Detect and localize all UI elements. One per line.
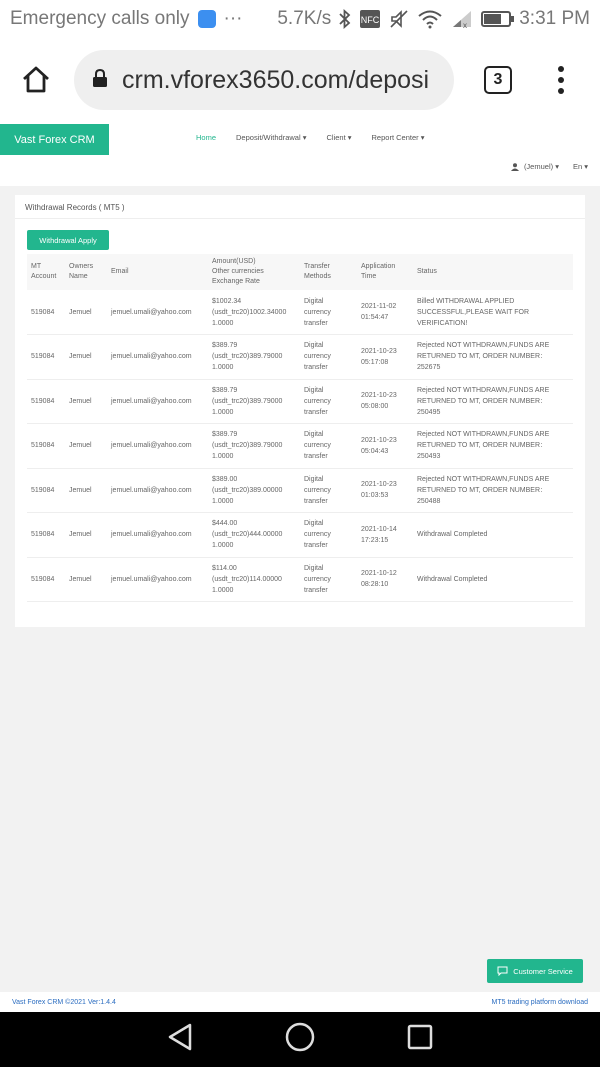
cell-transfer-method: Digital currency transfer: [304, 342, 331, 372]
user-bar: [511, 162, 588, 171]
footer-version[interactable]: Vast Forex CRM ©2021 Ver:1.4.4: [12, 998, 116, 1006]
table-row: [27, 290, 573, 335]
home-button[interactable]: [14, 58, 58, 102]
address-bar[interactable]: [74, 50, 454, 110]
brand-logo[interactable]: Vast Forex CRM: [0, 124, 109, 155]
cell-status: Rejected NOT WITHDRAWN,FUNDS ARE RETURNED TO MT, ORDER NUMBER： 252675: [417, 342, 550, 372]
carrier-text: Emergency calls only: [10, 8, 190, 29]
cell-owner-name: Jemuel: [69, 442, 92, 450]
cell-transfer-method: Digital currency transfer: [304, 475, 331, 505]
user-menu[interactable]: [511, 162, 559, 171]
wifi-icon: [417, 9, 443, 29]
panel-title: Withdrawal Records ( MT5 ): [15, 195, 585, 219]
page-footer: [0, 992, 600, 1012]
home-icon: [21, 65, 51, 95]
cell-email: jemuel.umali@yahoo.com: [111, 486, 192, 494]
nfc-icon: [359, 9, 381, 29]
home-nav-button[interactable]: [285, 1022, 315, 1057]
system-nav-bar: [0, 1012, 600, 1067]
cell-email: jemuel.umali@yahoo.com: [111, 531, 192, 539]
cell-mt-account: 519084: [31, 397, 55, 405]
table-row: [27, 513, 573, 558]
net-speed: 5.7K/s: [277, 8, 332, 29]
table-row: [27, 335, 573, 380]
col-transfer-method: Transfer Methods: [304, 263, 331, 280]
cell-status: Rejected NOT WITHDRAWN,FUNDS ARE RETURNED TO MT, ORDER NUMBER： 250493: [417, 431, 550, 461]
mt5-download-link[interactable]: MT5 trading platform download: [491, 998, 588, 1006]
lock-icon: [92, 68, 108, 93]
col-status: Status: [417, 268, 437, 275]
nav-report-center[interactable]: Report Center ▾: [371, 133, 425, 142]
customer-service-label: Customer Service: [513, 966, 573, 976]
withdrawal-table: [27, 254, 573, 602]
cell-amount: $444.00 (usdt_trc20)444.00000 1.0000: [212, 520, 283, 550]
table-row: [27, 424, 573, 469]
cell-amount: $389.79 (usdt_trc20)389.79000 1.0000: [212, 386, 283, 416]
svg-text:NFC: NFC: [360, 15, 380, 25]
menu-dot: [558, 66, 564, 72]
cell-application-time: 2021-10-12 08:28:10: [361, 570, 397, 589]
col-application-time: Application Time: [361, 263, 396, 280]
back-icon: [166, 1022, 194, 1052]
cell-application-time: 2021-10-14 17:23:15: [361, 525, 397, 544]
table-row: [27, 468, 573, 513]
col-owner-name: Owners Name: [69, 263, 94, 280]
cell-transfer-method: Digital currency transfer: [304, 297, 331, 327]
user-name: (Jemuel) ▾: [523, 162, 559, 171]
cell-status: Rejected NOT WITHDRAWN,FUNDS ARE RETURNED TO MT, ORDER NUMBER： 250495: [417, 386, 550, 416]
battery-level: [484, 14, 501, 24]
cell-mt-account: 519084: [31, 308, 55, 316]
cell-application-time: 2021-10-23 05:08:00: [361, 392, 397, 411]
tab-switcher-button[interactable]: [484, 66, 512, 94]
cell-status: Withdrawal Completed: [417, 575, 488, 583]
cell-status: Withdrawal Completed: [417, 531, 488, 539]
mute-icon: [389, 9, 409, 29]
crm-header: [0, 122, 600, 186]
cell-owner-name: Jemuel: [69, 397, 92, 405]
menu-dot: [558, 88, 564, 94]
col-email: Email: [111, 268, 129, 275]
cell-mt-account: 519084: [31, 486, 55, 494]
cell-owner-name: Jemuel: [69, 575, 92, 583]
nav-deposit-withdrawal[interactable]: Deposit/Withdrawal ▾: [236, 133, 307, 142]
nav-client[interactable]: Client ▾: [326, 133, 352, 142]
user-icon: [511, 163, 519, 171]
cell-application-time: 2021-10-23 05:17:08: [361, 347, 397, 366]
cell-email: jemuel.umali@yahoo.com: [111, 442, 192, 450]
col-amount: Amount(USD) Other currencies Exchange Rate: [212, 258, 264, 285]
cell-mt-account: 519084: [31, 531, 55, 539]
table-header: [27, 254, 573, 290]
recents-button[interactable]: [406, 1023, 434, 1056]
nav-home[interactable]: Home: [196, 133, 217, 142]
cell-amount: $114.00 (usdt_trc20)114.00000 1.0000: [212, 564, 282, 594]
cell-mt-account: 519084: [31, 575, 55, 583]
signal-icon: [451, 9, 473, 29]
customer-service-button[interactable]: [487, 959, 583, 983]
table-body: [27, 290, 573, 602]
cell-mt-account: 519084: [31, 353, 55, 361]
language-select[interactable]: En ▾: [572, 162, 588, 171]
cell-amount: $1002.34 (usdt_trc20)1002.34000 1.0000: [212, 297, 287, 327]
top-navigation: [186, 130, 434, 146]
cell-application-time: 2021-10-23 05:04:43: [361, 436, 397, 455]
cell-amount: $389.00 (usdt_trc20)389.00000 1.0000: [212, 475, 283, 505]
more-notifications-icon: ···: [223, 8, 243, 29]
cell-amount: $389.79 (usdt_trc20)389.79000 1.0000: [212, 342, 283, 372]
cell-status: Billed WITHDRAWAL APPLIED SUCCESSFUL,PLEASE WAIT FOR VERIFICATION!: [417, 297, 530, 327]
cell-email: jemuel.umali@yahoo.com: [111, 353, 192, 361]
cell-owner-name: Jemuel: [69, 486, 92, 494]
cell-owner-name: Jemuel: [69, 308, 92, 316]
circle-home-icon: [285, 1022, 315, 1052]
withdrawal-apply-button[interactable]: Withdrawal Apply: [27, 230, 109, 250]
cell-email: jemuel.umali@yahoo.com: [111, 575, 192, 583]
cell-status: Rejected NOT WITHDRAWN,FUNDS ARE RETURNED TO MT, ORDER NUMBER： 250488: [417, 475, 550, 505]
cell-transfer-method: Digital currency transfer: [304, 520, 331, 550]
col-mt-account: MT Account: [31, 263, 57, 280]
browser-menu-button[interactable]: [556, 66, 566, 94]
url-text: crm.vforex3650.com/deposi: [122, 65, 430, 94]
table-row: [27, 379, 573, 424]
status-bar: [0, 0, 600, 38]
chat-icon: [497, 966, 508, 976]
app-notification-icon: [198, 10, 216, 28]
cell-owner-name: Jemuel: [69, 353, 92, 361]
cell-transfer-method: Digital currency transfer: [304, 386, 331, 416]
cell-transfer-method: Digital currency transfer: [304, 564, 331, 594]
svg-text:x: x: [463, 21, 468, 29]
tab-count: 3: [493, 71, 503, 88]
cell-transfer-method: Digital currency transfer: [304, 431, 331, 461]
cell-email: jemuel.umali@yahoo.com: [111, 308, 192, 316]
clock: 3:31 PM: [519, 8, 590, 29]
withdrawal-records-panel: [15, 195, 585, 627]
cell-email: jemuel.umali@yahoo.com: [111, 397, 192, 405]
browser-toolbar: [0, 38, 600, 122]
cell-application-time: 2021-11-02 01:54:47: [361, 303, 397, 321]
cell-amount: $389.79 (usdt_trc20)389.79000 1.0000: [212, 431, 283, 461]
bluetooth-icon: [339, 9, 351, 29]
cell-owner-name: Jemuel: [69, 531, 92, 539]
cell-application-time: 2021-10-23 01:03:53: [361, 481, 397, 500]
table-row: [27, 557, 573, 602]
recents-icon: [406, 1023, 434, 1051]
back-button[interactable]: [166, 1022, 194, 1057]
menu-dot: [558, 77, 564, 83]
battery-icon: [481, 11, 511, 27]
cell-mt-account: 519084: [31, 442, 55, 450]
